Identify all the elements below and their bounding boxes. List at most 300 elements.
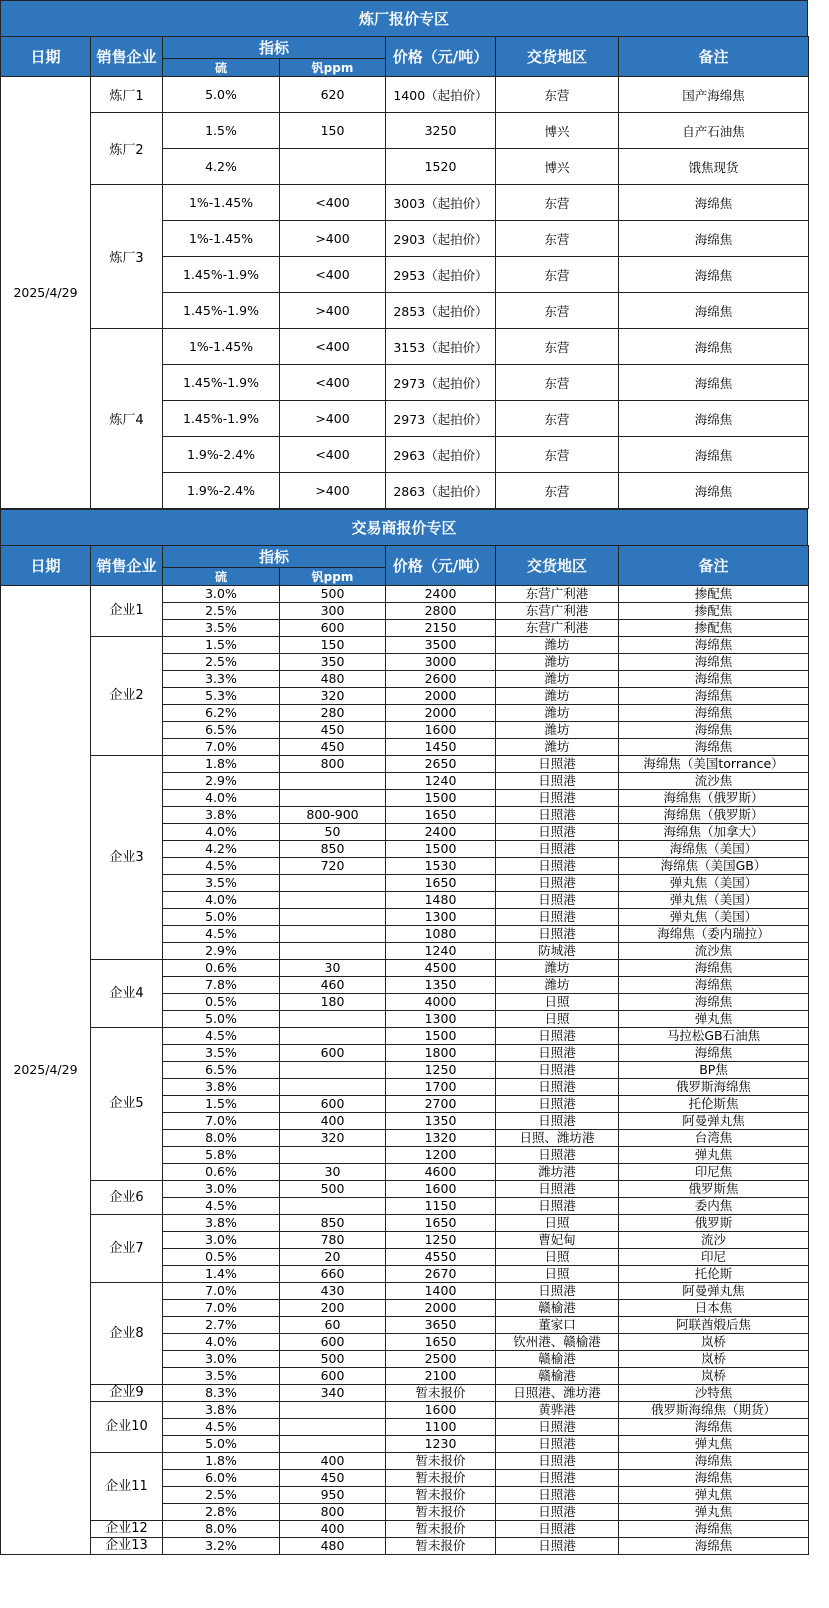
location-cell: 日照 — [496, 1266, 619, 1283]
location-cell: 日照 — [496, 1249, 619, 1266]
note-cell: 海绵焦（美国） — [619, 841, 809, 858]
sulfur-cell: 1%-1.45% — [163, 221, 280, 257]
price-cell: 2000 — [386, 1300, 496, 1317]
seller-cell: 企业3 — [91, 756, 163, 960]
vanadium-cell: >400 — [280, 293, 386, 329]
table-row — [1, 185, 809, 221]
vanadium-cell: 450 — [280, 739, 386, 756]
price-cell: 暂未报价 — [386, 1538, 496, 1555]
seller-cell: 炼厂2 — [91, 113, 163, 185]
table-row — [1, 1521, 809, 1538]
header-date: 日期 — [1, 37, 91, 77]
location-cell: 东营 — [496, 365, 619, 401]
note-cell: 海绵焦 — [619, 401, 809, 437]
trader-section-title: 交易商报价专区 — [0, 509, 808, 545]
seller-cell: 企业13 — [91, 1538, 163, 1555]
note-cell: 海绵焦 — [619, 994, 809, 1011]
location-cell: 日照港 — [496, 807, 619, 824]
location-cell: 日照港 — [496, 858, 619, 875]
sulfur-cell: 1.5% — [163, 113, 280, 149]
location-cell: 东营 — [496, 329, 619, 365]
sulfur-cell: 5.0% — [163, 909, 280, 926]
vanadium-cell: 450 — [280, 1470, 386, 1487]
note-cell: 俄罗斯焦 — [619, 1181, 809, 1198]
location-cell: 日照港 — [496, 892, 619, 909]
price-cell: 1600 — [386, 1181, 496, 1198]
vanadium-cell: 50 — [280, 824, 386, 841]
price-cell: 1350 — [386, 1113, 496, 1130]
table-row — [1, 1385, 809, 1402]
table-row — [1, 756, 809, 773]
vanadium-cell: <400 — [280, 329, 386, 365]
note-cell: 掺配焦 — [619, 586, 809, 603]
seller-cell: 企业8 — [91, 1283, 163, 1385]
vanadium-cell: 20 — [280, 1249, 386, 1266]
header-vanadium: 钒ppm — [280, 59, 386, 77]
sulfur-cell: 5.0% — [163, 1436, 280, 1453]
vanadium-cell: 340 — [280, 1385, 386, 1402]
header-indicator: 指标 — [163, 37, 386, 59]
vanadium-cell: 660 — [280, 1266, 386, 1283]
vanadium-cell — [280, 1198, 386, 1215]
vanadium-cell — [280, 1011, 386, 1028]
vanadium-cell: 720 — [280, 858, 386, 875]
sulfur-cell: 1.45%-1.9% — [163, 293, 280, 329]
note-cell: 委内焦 — [619, 1198, 809, 1215]
location-cell: 日照港 — [496, 1487, 619, 1504]
location-cell: 日照港 — [496, 1453, 619, 1470]
note-cell: 海绵焦（俄罗斯） — [619, 790, 809, 807]
price-cell: 1320 — [386, 1130, 496, 1147]
table-row — [1, 1181, 809, 1198]
vanadium-cell: 480 — [280, 671, 386, 688]
price-cell: 2400 — [386, 824, 496, 841]
vanadium-cell — [280, 943, 386, 960]
vanadium-cell: 300 — [280, 603, 386, 620]
sulfur-cell: 7.0% — [163, 1300, 280, 1317]
note-cell: 国产海绵焦 — [619, 77, 809, 113]
header-sulfur: 硫 — [163, 568, 280, 586]
location-cell: 日照港 — [496, 875, 619, 892]
price-cell: 暂未报价 — [386, 1504, 496, 1521]
sulfur-cell: 3.8% — [163, 1402, 280, 1419]
vanadium-cell — [280, 1147, 386, 1164]
location-cell: 日照港 — [496, 1096, 619, 1113]
seller-cell: 企业1 — [91, 586, 163, 637]
refinery-quote-table — [0, 36, 809, 509]
location-cell: 日照港 — [496, 1538, 619, 1555]
price-cell: 1600 — [386, 722, 496, 739]
vanadium-cell: 600 — [280, 1096, 386, 1113]
vanadium-cell: <400 — [280, 365, 386, 401]
note-cell: 掺配焦 — [619, 603, 809, 620]
price-cell: 1700 — [386, 1079, 496, 1096]
seller-cell: 企业2 — [91, 637, 163, 756]
location-cell: 董家口 — [496, 1317, 619, 1334]
note-cell: 海绵焦 — [619, 473, 809, 509]
sulfur-cell: 1.8% — [163, 1453, 280, 1470]
vanadium-cell — [280, 773, 386, 790]
vanadium-cell: 430 — [280, 1283, 386, 1300]
vanadium-cell: 500 — [280, 586, 386, 603]
vanadium-cell: 400 — [280, 1113, 386, 1130]
price-cell: 3250 — [386, 113, 496, 149]
note-cell: 托伦斯 — [619, 1266, 809, 1283]
note-cell: 岚桥 — [619, 1351, 809, 1368]
sulfur-cell: 1.45%-1.9% — [163, 401, 280, 437]
vanadium-cell — [280, 926, 386, 943]
vanadium-cell: 320 — [280, 1130, 386, 1147]
location-cell: 日照港 — [496, 1198, 619, 1215]
sulfur-cell: 4.0% — [163, 824, 280, 841]
note-cell: 流沙 — [619, 1232, 809, 1249]
table-row — [1, 1215, 809, 1232]
sulfur-cell: 4.5% — [163, 926, 280, 943]
vanadium-cell: 280 — [280, 705, 386, 722]
sulfur-cell: 2.9% — [163, 943, 280, 960]
price-cell: 1650 — [386, 875, 496, 892]
location-cell: 赣榆港 — [496, 1351, 619, 1368]
seller-cell: 企业5 — [91, 1028, 163, 1181]
note-cell: 海绵焦 — [619, 739, 809, 756]
location-cell: 东营 — [496, 185, 619, 221]
note-cell: 沙特焦 — [619, 1385, 809, 1402]
location-cell: 潍坊 — [496, 705, 619, 722]
sulfur-cell: 2.8% — [163, 1504, 280, 1521]
vanadium-cell: 850 — [280, 1215, 386, 1232]
trader-quote-table — [0, 545, 809, 1555]
price-cell: 1500 — [386, 790, 496, 807]
location-cell: 钦州港、赣榆港 — [496, 1334, 619, 1351]
note-cell: 岚桥 — [619, 1368, 809, 1385]
location-cell: 日照港、潍坊港 — [496, 1385, 619, 1402]
price-cell: 2973（起拍价） — [386, 401, 496, 437]
table-row — [1, 1283, 809, 1300]
location-cell: 日照港 — [496, 1045, 619, 1062]
price-cell: 1800 — [386, 1045, 496, 1062]
sulfur-cell: 1%-1.45% — [163, 329, 280, 365]
note-cell: 海绵焦 — [619, 1045, 809, 1062]
vanadium-cell: 30 — [280, 960, 386, 977]
date-cell: 2025/4/29 — [1, 77, 91, 509]
table-row — [1, 329, 809, 365]
note-cell: 海绵焦 — [619, 1453, 809, 1470]
vanadium-cell: 800 — [280, 756, 386, 773]
location-cell: 潍坊 — [496, 671, 619, 688]
vanadium-cell: <400 — [280, 257, 386, 293]
price-cell: 1250 — [386, 1062, 496, 1079]
sulfur-cell: 3.5% — [163, 875, 280, 892]
sulfur-cell: 4.2% — [163, 149, 280, 185]
location-cell: 日照港 — [496, 790, 619, 807]
sulfur-cell: 7.8% — [163, 977, 280, 994]
vanadium-cell: 30 — [280, 1164, 386, 1181]
vanadium-cell: 150 — [280, 113, 386, 149]
refinery-section-title: 炼厂报价专区 — [0, 0, 808, 36]
header-location: 交货地区 — [496, 546, 619, 586]
note-cell: 阿曼弹丸焦 — [619, 1113, 809, 1130]
price-cell: 暂未报价 — [386, 1521, 496, 1538]
seller-cell: 企业7 — [91, 1215, 163, 1283]
note-cell: 海绵焦 — [619, 688, 809, 705]
location-cell: 东营 — [496, 293, 619, 329]
price-cell: 暂未报价 — [386, 1470, 496, 1487]
price-cell: 1520 — [386, 149, 496, 185]
note-cell: 海绵焦 — [619, 293, 809, 329]
vanadium-cell — [280, 1079, 386, 1096]
location-cell: 日照港 — [496, 1028, 619, 1045]
price-cell: 2853（起拍价） — [386, 293, 496, 329]
note-cell: 海绵焦 — [619, 257, 809, 293]
note-cell: 海绵焦（美国GB） — [619, 858, 809, 875]
location-cell: 日照港 — [496, 841, 619, 858]
seller-cell: 企业10 — [91, 1402, 163, 1453]
price-cell: 4500 — [386, 960, 496, 977]
sulfur-cell: 3.0% — [163, 1232, 280, 1249]
sulfur-cell: 6.0% — [163, 1470, 280, 1487]
price-cell: 3153（起拍价） — [386, 329, 496, 365]
vanadium-cell: >400 — [280, 401, 386, 437]
price-cell: 1240 — [386, 943, 496, 960]
seller-cell: 企业11 — [91, 1453, 163, 1521]
note-cell: 日本焦 — [619, 1300, 809, 1317]
note-cell: 印尼 — [619, 1249, 809, 1266]
location-cell: 日照港 — [496, 1079, 619, 1096]
sulfur-cell: 1.45%-1.9% — [163, 257, 280, 293]
sulfur-cell: 3.5% — [163, 1045, 280, 1062]
sulfur-cell: 7.0% — [163, 1283, 280, 1300]
location-cell: 赣榆港 — [496, 1300, 619, 1317]
note-cell: 托伦斯焦 — [619, 1096, 809, 1113]
note-cell: 阿联酋煅后焦 — [619, 1317, 809, 1334]
location-cell: 日照港 — [496, 1062, 619, 1079]
price-cell: 1300 — [386, 909, 496, 926]
price-cell: 1080 — [386, 926, 496, 943]
vanadium-cell: 320 — [280, 688, 386, 705]
vanadium-cell: 400 — [280, 1521, 386, 1538]
location-cell: 日照港 — [496, 756, 619, 773]
location-cell: 潍坊 — [496, 977, 619, 994]
vanadium-cell — [280, 1402, 386, 1419]
price-cell: 1500 — [386, 1028, 496, 1045]
sulfur-cell: 4.5% — [163, 1198, 280, 1215]
header-note: 备注 — [619, 546, 809, 586]
vanadium-cell: 780 — [280, 1232, 386, 1249]
sulfur-cell: 3.5% — [163, 620, 280, 637]
vanadium-cell — [280, 909, 386, 926]
table-row — [1, 637, 809, 654]
sulfur-cell: 1.8% — [163, 756, 280, 773]
price-cell: 3500 — [386, 637, 496, 654]
price-cell: 2963（起拍价） — [386, 437, 496, 473]
sulfur-cell: 3.3% — [163, 671, 280, 688]
note-cell: 海绵焦（俄罗斯） — [619, 807, 809, 824]
location-cell: 赣榆港 — [496, 1368, 619, 1385]
note-cell: 海绵焦 — [619, 654, 809, 671]
table-row — [1, 960, 809, 977]
header-location: 交货地区 — [496, 37, 619, 77]
vanadium-cell — [280, 1028, 386, 1045]
note-cell: 海绵焦（委内瑞拉） — [619, 926, 809, 943]
note-cell: 俄罗斯海绵焦 — [619, 1079, 809, 1096]
location-cell: 防城港 — [496, 943, 619, 960]
location-cell: 东营广利港 — [496, 603, 619, 620]
price-cell: 2000 — [386, 705, 496, 722]
sulfur-cell: 8.3% — [163, 1385, 280, 1402]
sulfur-cell: 3.8% — [163, 807, 280, 824]
sulfur-cell: 3.8% — [163, 1215, 280, 1232]
vanadium-cell: 500 — [280, 1181, 386, 1198]
location-cell: 潍坊 — [496, 637, 619, 654]
header-date: 日期 — [1, 546, 91, 586]
price-cell: 3003（起拍价） — [386, 185, 496, 221]
price-cell: 暂未报价 — [386, 1385, 496, 1402]
table-row — [1, 586, 809, 603]
sulfur-cell: 1.5% — [163, 1096, 280, 1113]
location-cell: 日照港 — [496, 824, 619, 841]
header-indicator: 指标 — [163, 546, 386, 568]
note-cell: 俄罗斯 — [619, 1215, 809, 1232]
header-seller: 销售企业 — [91, 546, 163, 586]
price-cell: 3650 — [386, 1317, 496, 1334]
location-cell: 潍坊 — [496, 654, 619, 671]
location-cell: 日照港 — [496, 1147, 619, 1164]
sulfur-cell: 4.0% — [163, 790, 280, 807]
price-cell: 2973（起拍价） — [386, 365, 496, 401]
sulfur-cell: 4.0% — [163, 1334, 280, 1351]
note-cell: 海绵焦 — [619, 1521, 809, 1538]
location-cell: 东营广利港 — [496, 620, 619, 637]
vanadium-cell — [280, 1062, 386, 1079]
vanadium-cell: 500 — [280, 1351, 386, 1368]
price-cell: 1240 — [386, 773, 496, 790]
sulfur-cell: 4.0% — [163, 892, 280, 909]
header-vanadium: 钒ppm — [280, 568, 386, 586]
table-row — [1, 1538, 809, 1555]
note-cell: 流沙焦 — [619, 773, 809, 790]
seller-cell: 炼厂3 — [91, 185, 163, 329]
sulfur-cell: 5.3% — [163, 688, 280, 705]
sulfur-cell: 4.5% — [163, 858, 280, 875]
note-cell: 弹丸焦（美国） — [619, 875, 809, 892]
sulfur-cell: 2.5% — [163, 654, 280, 671]
vanadium-cell: 950 — [280, 1487, 386, 1504]
price-cell: 1100 — [386, 1419, 496, 1436]
note-cell: 马拉松GB石油焦 — [619, 1028, 809, 1045]
sulfur-cell: 6.2% — [163, 705, 280, 722]
price-cell: 1600 — [386, 1402, 496, 1419]
sulfur-cell: 7.0% — [163, 739, 280, 756]
vanadium-cell: 800-900 — [280, 807, 386, 824]
location-cell: 博兴 — [496, 113, 619, 149]
note-cell: 掺配焦 — [619, 620, 809, 637]
price-cell: 2863（起拍价） — [386, 473, 496, 509]
vanadium-cell: >400 — [280, 221, 386, 257]
vanadium-cell: 620 — [280, 77, 386, 113]
sulfur-cell: 2.7% — [163, 1317, 280, 1334]
price-cell: 暂未报价 — [386, 1453, 496, 1470]
header-note: 备注 — [619, 37, 809, 77]
sulfur-cell: 2.5% — [163, 603, 280, 620]
vanadium-cell: 480 — [280, 1538, 386, 1555]
note-cell: 弹丸焦 — [619, 1487, 809, 1504]
note-cell: 海绵焦 — [619, 365, 809, 401]
header-price: 价格（元/吨） — [386, 546, 496, 586]
sulfur-cell: 1.45%-1.9% — [163, 365, 280, 401]
sulfur-cell: 2.5% — [163, 1487, 280, 1504]
location-cell: 日照 — [496, 1011, 619, 1028]
price-cell: 1350 — [386, 977, 496, 994]
location-cell: 日照港 — [496, 1521, 619, 1538]
sulfur-cell: 3.0% — [163, 1351, 280, 1368]
price-cell: 2100 — [386, 1368, 496, 1385]
location-cell: 东营 — [496, 77, 619, 113]
header-seller: 销售企业 — [91, 37, 163, 77]
vanadium-cell: 800 — [280, 1504, 386, 1521]
note-cell: 阿曼弹丸焦 — [619, 1283, 809, 1300]
sulfur-cell: 6.5% — [163, 722, 280, 739]
date-cell: 2025/4/29 — [1, 586, 91, 1555]
sulfur-cell: 3.8% — [163, 1079, 280, 1096]
vanadium-cell: 450 — [280, 722, 386, 739]
price-cell: 1530 — [386, 858, 496, 875]
note-cell: 海绵焦 — [619, 960, 809, 977]
sulfur-cell: 5.0% — [163, 1011, 280, 1028]
location-cell: 日照港 — [496, 1113, 619, 1130]
table-row — [1, 1402, 809, 1419]
sulfur-cell: 1.5% — [163, 637, 280, 654]
sulfur-cell: 0.5% — [163, 1249, 280, 1266]
sulfur-cell: 6.5% — [163, 1062, 280, 1079]
price-cell: 1250 — [386, 1232, 496, 1249]
price-cell: 1500 — [386, 841, 496, 858]
price-cell: 1200 — [386, 1147, 496, 1164]
vanadium-cell — [280, 1419, 386, 1436]
location-cell: 潍坊 — [496, 688, 619, 705]
note-cell: 流沙焦 — [619, 943, 809, 960]
seller-cell: 炼厂1 — [91, 77, 163, 113]
vanadium-cell — [280, 790, 386, 807]
note-cell: 岚桥 — [619, 1334, 809, 1351]
note-cell: 海绵焦 — [619, 671, 809, 688]
location-cell: 东营 — [496, 437, 619, 473]
price-cell: 1450 — [386, 739, 496, 756]
vanadium-cell: >400 — [280, 473, 386, 509]
table-row — [1, 113, 809, 149]
location-cell: 日照港 — [496, 1181, 619, 1198]
vanadium-cell: 400 — [280, 1453, 386, 1470]
sulfur-cell: 1%-1.45% — [163, 185, 280, 221]
price-cell: 1150 — [386, 1198, 496, 1215]
sulfur-cell: 4.5% — [163, 1028, 280, 1045]
vanadium-cell — [280, 1436, 386, 1453]
price-cell: 1400 — [386, 1283, 496, 1300]
note-cell: 海绵焦 — [619, 705, 809, 722]
note-cell: 海绵焦 — [619, 977, 809, 994]
location-cell: 日照港 — [496, 1436, 619, 1453]
vanadium-cell: 460 — [280, 977, 386, 994]
sulfur-cell: 4.2% — [163, 841, 280, 858]
price-cell: 1300 — [386, 1011, 496, 1028]
price-cell: 暂未报价 — [386, 1487, 496, 1504]
price-cell: 2600 — [386, 671, 496, 688]
location-cell: 东营 — [496, 221, 619, 257]
note-cell: 饿焦现货 — [619, 149, 809, 185]
price-cell: 4550 — [386, 1249, 496, 1266]
header-price: 价格（元/吨） — [386, 37, 496, 77]
sulfur-cell: 4.5% — [163, 1419, 280, 1436]
note-cell: 海绵焦（加拿大） — [619, 824, 809, 841]
